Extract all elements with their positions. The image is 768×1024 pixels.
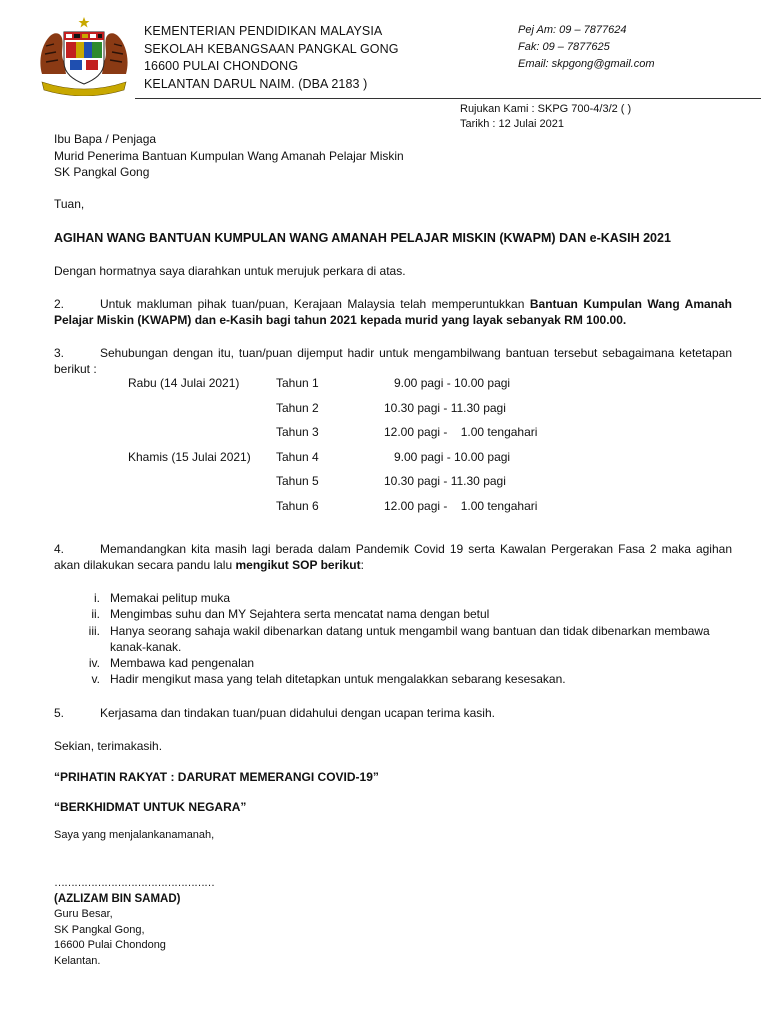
paragraph-text: Kerjasama dan tindakan tuan/puan didahului dengan ucapan terima kasih. [100, 706, 495, 720]
schedule-time: 12.00 pagi - 1.00 tengahari [384, 425, 538, 439]
recipient-line: SK Pangkal Gong [54, 165, 150, 179]
letterhead-line: 16600 PULAI CHONDONG [144, 59, 299, 73]
list-text: Mengimbas suhu dan MY Sejahtera serta mencatat nama dengan betul [110, 607, 490, 622]
list-text: Hanya seorang sahaja wakil dibenarkan datang untuk mengambil wang bantuan dan tidak dibenarkan membawa kanak-kanak. [110, 623, 710, 654]
paragraph-number: 4. [54, 542, 65, 556]
paragraph-number: 3. [54, 346, 65, 360]
signatory-line: SK Pangkal Gong, [54, 923, 145, 936]
paragraph-number: 2. [54, 297, 65, 311]
list-numeral: iii. [88, 623, 100, 638]
intro-paragraph: Dengan hormatnya saya diarahkan untuk merujuk perkara di atas. [54, 264, 406, 278]
recipient-line: Ibu Bapa / Penjaga [54, 132, 157, 146]
list-numeral: iv. [88, 656, 100, 671]
paragraph-bold-text: Bantuan Kumpulan Wang Amanah Pelajar Miskin (KWAPM) dan e-Kasih bagi tahun 2021 kepada murid yang layak sebanyak RM 100.00. [54, 297, 732, 327]
paragraph-bold-text: mengikut SOP berikut [235, 558, 361, 572]
list-item [80, 606, 732, 622]
list-item [80, 671, 732, 687]
paragraph-number: 5. [54, 706, 65, 720]
letterhead-line: KEMENTERIAN PENDIDIKAN MALAYSIA [144, 24, 383, 38]
schedule-time: 10.30 pagi - 11.30 pagi [384, 400, 506, 415]
salutation: Tuan, [54, 197, 85, 211]
list-item [80, 623, 732, 656]
schedule-day: Rabu (14 Julai 2021) [128, 376, 240, 390]
signatory-line: Kelantan. [54, 954, 101, 967]
schedule-year: Tahun 5 [276, 474, 319, 488]
recipient-address [54, 131, 404, 181]
paragraph-tail: : [360, 558, 364, 572]
signoff-line: Saya yang menjalankanamanah, [54, 829, 215, 841]
paragraph-3 [54, 345, 732, 377]
header-divider [135, 98, 761, 99]
paragraph-text: Memandangkan kita masih lagi berada dalam Pandemik Covid 19 serta Kawalan Pergerakan Fasa 2 maka agihan akan dilakukan secara pandu lalu [54, 542, 732, 572]
email-address: Email: skpgong@gmail.com [518, 58, 655, 70]
schedule-year: Tahun 6 [276, 498, 319, 513]
list-numeral: ii. [91, 607, 100, 622]
closing-line: Sekian, terimakasih. [54, 739, 163, 753]
recipient-line: Murid Penerima Bantuan Kumpulan Wang Amanah Pelajar Miskin [54, 148, 404, 163]
schedule-year: Tahun 3 [276, 425, 319, 439]
list-numeral: v. [91, 672, 100, 687]
list-text: Memakai pelitup muka [110, 591, 231, 605]
signature-dotted-line: ………………………………………… [54, 877, 214, 889]
phone-number: Pej Am: 09 – 7877624 [518, 24, 627, 36]
schedule-day: Khamis (15 Julai 2021) [128, 449, 251, 464]
signatory-line: 16600 Pulai Chondong [54, 939, 166, 951]
sop-list [80, 590, 732, 688]
letterhead-line: SEKOLAH KEBANGSAAN PANGKAL GONG [144, 41, 399, 56]
letterhead-organization [144, 23, 399, 93]
slogan-berkhidmat: “BERKHIDMAT UNTUK NEGARA” [54, 800, 247, 814]
list-item [80, 590, 732, 606]
fax-number: Fak: 09 – 7877625 [518, 41, 610, 53]
schedule-time: 12.00 pagi - 1.00 tengahari [384, 498, 538, 513]
list-numeral: i. [94, 591, 100, 605]
paragraph-2 [54, 296, 732, 328]
schedule-year: Tahun 4 [276, 449, 319, 464]
reference-block [460, 102, 631, 132]
signatory-line: Guru Besar, [54, 908, 113, 920]
signatory-name: (AZLIZAM BIN SAMAD) [54, 892, 181, 905]
schedule-time: 9.00 pagi - 10.00 pagi [384, 376, 511, 390]
list-text: Hadir mengikut masa yang telah ditetapkan untuk mengalakkan sebarang kesesakan. [110, 672, 566, 687]
list-text: Membawa kad pengenalan [110, 656, 255, 671]
paragraph-5 [54, 705, 732, 721]
paragraph-4 [54, 541, 732, 573]
list-item [80, 655, 732, 671]
letterhead-contact [518, 22, 655, 73]
signature-block [54, 876, 214, 969]
schedule-year: Tahun 2 [276, 400, 319, 415]
coat-of-arms-logo [36, 16, 132, 96]
letterhead-line: KELANTAN DARUL NAIM. (DBA 2183 ) [144, 76, 368, 91]
schedule-time: 9.00 pagi - 10.00 pagi [384, 449, 511, 464]
schedule-time: 10.30 pagi - 11.30 pagi [384, 474, 506, 488]
slogan-prihatin: “PRIHATIN RAKYAT : DARURAT MEMERANGI COVID-19” [54, 770, 379, 784]
letter-date: Tarikh : 12 Julai 2021 [460, 118, 564, 130]
letter-subject: AGIHAN WANG BANTUAN KUMPULAN WANG AMANAH PELAJAR MISKIN (KWAPM) DAN e-KASIH 2021 [54, 231, 671, 245]
schedule-year: Tahun 1 [276, 376, 319, 390]
reference-number: Rujukan Kami : SKPG 700-4/3/2 ( ) [460, 103, 632, 115]
paragraph-text: Sehubungan dengan itu, tuan/puan dijemput hadir untuk mengambilwang bantuan tersebut sebagaimana ketetapan berikut : [54, 346, 732, 376]
paragraph-text: Untuk makluman pihak tuan/puan, Kerajaan Malaysia telah memperuntukkan [100, 297, 530, 311]
